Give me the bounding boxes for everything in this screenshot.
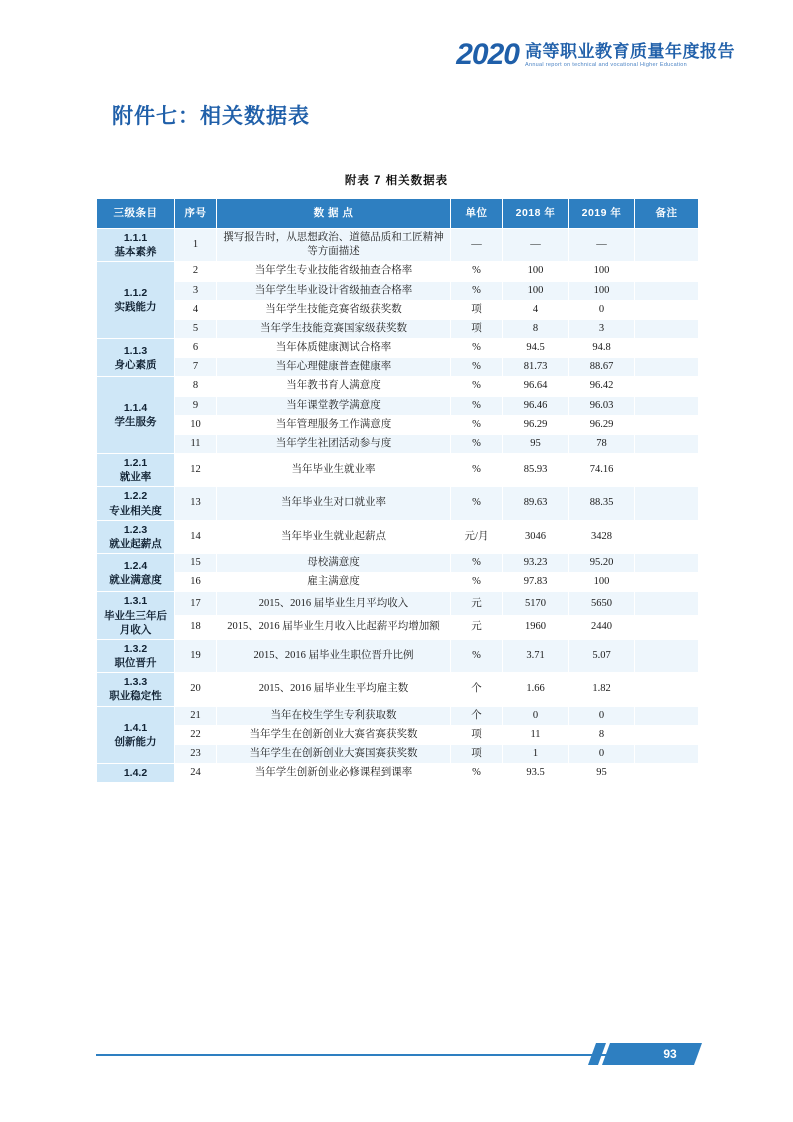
row-description: 当年学生在创新创业大赛省赛获奖数 xyxy=(217,725,451,744)
row-note xyxy=(635,415,699,434)
row-seq: 8 xyxy=(175,377,217,396)
row-value-2018: — xyxy=(503,229,569,262)
table-row xyxy=(97,744,699,763)
row-description: 当年学生技能竞赛国家级获奖数 xyxy=(217,319,451,338)
row-value-2019: 8 xyxy=(569,725,635,744)
row-note xyxy=(635,573,699,592)
col-header-2018: 2018 年 xyxy=(503,199,569,229)
row-value-2018: 85.93 xyxy=(503,454,569,487)
row-unit: % xyxy=(451,281,503,300)
row-note xyxy=(635,592,699,616)
row-unit: % xyxy=(451,396,503,415)
row-value-2018: 97.83 xyxy=(503,573,569,592)
table-row xyxy=(97,229,699,262)
row-note xyxy=(635,262,699,281)
related-data-table xyxy=(96,198,699,783)
row-unit: % xyxy=(451,487,503,520)
row-value-2018: 100 xyxy=(503,281,569,300)
row-value-2019: 0 xyxy=(569,744,635,763)
row-note xyxy=(635,520,699,553)
row-note xyxy=(635,764,699,783)
table-body xyxy=(97,229,699,783)
row-unit: — xyxy=(451,229,503,262)
row-category: 1.3.3 职业稳定性 xyxy=(97,673,175,706)
row-note xyxy=(635,673,699,706)
row-unit: % xyxy=(451,554,503,573)
row-description: 当年学生社团活动参与度 xyxy=(217,434,451,453)
row-unit: % xyxy=(451,339,503,358)
row-seq: 17 xyxy=(175,592,217,616)
row-description: 当年心理健康普查健康率 xyxy=(217,358,451,377)
table-row xyxy=(97,300,699,319)
header-title-group xyxy=(525,43,735,70)
row-description: 2015、2016 届毕业生平均雇主数 xyxy=(217,673,451,706)
table-row xyxy=(97,706,699,725)
row-unit: % xyxy=(451,454,503,487)
row-category: 1.4.2 xyxy=(97,764,175,783)
row-seq: 10 xyxy=(175,415,217,434)
row-seq: 21 xyxy=(175,706,217,725)
row-value-2018: 4 xyxy=(503,300,569,319)
row-description: 2015、2016 届毕业生职位晋升比例 xyxy=(217,639,451,672)
row-value-2018: 96.46 xyxy=(503,396,569,415)
row-value-2019: 3428 xyxy=(569,520,635,553)
row-value-2019: — xyxy=(569,229,635,262)
row-value-2018: 94.5 xyxy=(503,339,569,358)
col-header-category: 三级条目 xyxy=(97,199,175,229)
row-note xyxy=(635,300,699,319)
row-unit: % xyxy=(451,358,503,377)
row-value-2018: 5170 xyxy=(503,592,569,616)
row-note xyxy=(635,744,699,763)
row-description: 雇主满意度 xyxy=(217,573,451,592)
row-category: 1.1.2 实践能力 xyxy=(97,262,175,339)
row-description: 母校满意度 xyxy=(217,554,451,573)
table-row xyxy=(97,554,699,573)
row-unit: % xyxy=(451,639,503,672)
row-note xyxy=(635,434,699,453)
header-title-en: Annual report on technical and vocational Higher Education xyxy=(525,62,688,69)
row-description: 当年毕业生就业率 xyxy=(217,454,451,487)
row-note xyxy=(635,229,699,262)
page-title: 附件七：相关数据表 xyxy=(112,105,310,128)
row-unit: 项 xyxy=(451,300,503,319)
row-seq: 3 xyxy=(175,281,217,300)
row-description: 当年管理服务工作满意度 xyxy=(217,415,451,434)
row-seq: 22 xyxy=(175,725,217,744)
row-value-2019: 1.82 xyxy=(569,673,635,706)
row-category: 1.2.4 就业满意度 xyxy=(97,554,175,592)
row-note xyxy=(635,454,699,487)
row-value-2018: 1.66 xyxy=(503,673,569,706)
row-description: 当年在校生学生专利获取数 xyxy=(217,706,451,725)
row-description: 当年学生创新创业必修课程到课率 xyxy=(217,764,451,783)
row-seq: 5 xyxy=(175,319,217,338)
row-seq: 14 xyxy=(175,520,217,553)
table-row xyxy=(97,725,699,744)
row-note xyxy=(635,616,699,640)
row-value-2018: 96.29 xyxy=(503,415,569,434)
row-value-2018: 89.63 xyxy=(503,487,569,520)
row-note xyxy=(635,319,699,338)
row-value-2019: 96.03 xyxy=(569,396,635,415)
row-unit: % xyxy=(451,434,503,453)
col-header-note: 备注 xyxy=(635,199,699,229)
row-value-2019: 5.07 xyxy=(569,639,635,672)
table-row xyxy=(97,281,699,300)
row-seq: 12 xyxy=(175,454,217,487)
row-description: 当年学生专业技能省级抽查合格率 xyxy=(217,262,451,281)
row-value-2019: 78 xyxy=(569,434,635,453)
row-value-2019: 95.20 xyxy=(569,554,635,573)
row-unit: 个 xyxy=(451,673,503,706)
row-category: 1.2.1 就业率 xyxy=(97,454,175,487)
row-category: 1.3.2 职位晋升 xyxy=(97,639,175,672)
row-seq: 7 xyxy=(175,358,217,377)
row-category: 1.2.3 就业起薪点 xyxy=(97,520,175,553)
row-seq: 1 xyxy=(175,229,217,262)
row-value-2019: 88.67 xyxy=(569,358,635,377)
table-row xyxy=(97,764,699,783)
row-value-2019: 100 xyxy=(569,281,635,300)
table-header-row xyxy=(97,199,699,229)
row-unit: 元/月 xyxy=(451,520,503,553)
row-seq: 9 xyxy=(175,396,217,415)
table-caption: 附表 7 相关数据表 xyxy=(344,175,449,187)
col-header-seq: 序号 xyxy=(175,199,217,229)
row-value-2018: 8 xyxy=(503,319,569,338)
row-unit: % xyxy=(451,764,503,783)
row-description: 当年课堂教学满意度 xyxy=(217,396,451,415)
row-unit: % xyxy=(451,377,503,396)
row-unit: 项 xyxy=(451,725,503,744)
row-description: 当年学生在创新创业大赛国赛获奖数 xyxy=(217,744,451,763)
row-unit: % xyxy=(451,262,503,281)
table-row xyxy=(97,454,699,487)
row-note xyxy=(635,358,699,377)
row-seq: 24 xyxy=(175,764,217,783)
row-seq: 2 xyxy=(175,262,217,281)
row-category: 1.4.1 创新能力 xyxy=(97,706,175,764)
row-value-2019: 3 xyxy=(569,319,635,338)
row-description: 2015、2016 届毕业生月平均收入 xyxy=(217,592,451,616)
row-category: 1.1.3 身心素质 xyxy=(97,339,175,377)
row-description: 当年学生技能竞赛省级获奖数 xyxy=(217,300,451,319)
row-seq: 11 xyxy=(175,434,217,453)
row-description: 当年毕业生对口就业率 xyxy=(217,487,451,520)
table-row xyxy=(97,487,699,520)
row-unit: 项 xyxy=(451,744,503,763)
row-seq: 4 xyxy=(175,300,217,319)
table-row xyxy=(97,520,699,553)
row-value-2019: 100 xyxy=(569,573,635,592)
col-header-datapoint: 数 据 点 xyxy=(217,199,451,229)
row-description: 当年学生毕业设计省级抽查合格率 xyxy=(217,281,451,300)
row-value-2018: 11 xyxy=(503,725,569,744)
header-year: 2020 xyxy=(456,38,519,71)
row-seq: 23 xyxy=(175,744,217,763)
row-value-2018: 1960 xyxy=(503,616,569,640)
data-table-wrapper xyxy=(96,198,698,783)
row-description: 当年体质健康测试合格率 xyxy=(217,339,451,358)
table-row xyxy=(97,358,699,377)
row-note xyxy=(635,706,699,725)
table-row xyxy=(97,377,699,396)
row-seq: 18 xyxy=(175,616,217,640)
footer-rule xyxy=(96,1054,608,1056)
row-unit: 项 xyxy=(451,319,503,338)
row-description: 撰写报告时，从思想政治、道德品质和工匠精神等方面描述 xyxy=(217,229,451,262)
row-value-2019: 2440 xyxy=(569,616,635,640)
row-seq: 16 xyxy=(175,573,217,592)
row-unit: % xyxy=(451,573,503,592)
row-description: 2015、2016 届毕业生月收入比起薪平均增加额 xyxy=(217,616,451,640)
table-row xyxy=(97,339,699,358)
row-category: 1.1.4 学生服务 xyxy=(97,377,175,454)
row-value-2019: 96.29 xyxy=(569,415,635,434)
row-value-2019: 94.8 xyxy=(569,339,635,358)
row-value-2019: 74.16 xyxy=(569,454,635,487)
row-seq: 20 xyxy=(175,673,217,706)
row-value-2018: 93.5 xyxy=(503,764,569,783)
header-title-cn: 高等职业教育质量年度报告 xyxy=(525,41,735,61)
row-category: 1.1.1 基本素养 xyxy=(97,229,175,262)
row-note xyxy=(635,396,699,415)
page-footer xyxy=(96,1043,698,1067)
table-row xyxy=(97,673,699,706)
row-seq: 19 xyxy=(175,639,217,672)
row-value-2018: 3046 xyxy=(503,520,569,553)
row-value-2018: 95 xyxy=(503,434,569,453)
page-number: 93 xyxy=(663,1047,677,1061)
row-seq: 13 xyxy=(175,487,217,520)
row-note xyxy=(635,377,699,396)
table-row xyxy=(97,319,699,338)
row-value-2019: 88.35 xyxy=(569,487,635,520)
row-value-2018: 3.71 xyxy=(503,639,569,672)
row-description: 当年毕业生就业起薪点 xyxy=(217,520,451,553)
table-row xyxy=(97,616,699,640)
row-value-2018: 100 xyxy=(503,262,569,281)
row-category: 1.3.1 毕业生三年后月收入 xyxy=(97,592,175,640)
row-value-2019: 0 xyxy=(569,706,635,725)
table-head xyxy=(97,199,699,229)
table-row xyxy=(97,415,699,434)
row-unit: % xyxy=(451,415,503,434)
row-value-2019: 5650 xyxy=(569,592,635,616)
row-seq: 15 xyxy=(175,554,217,573)
row-value-2018: 96.64 xyxy=(503,377,569,396)
col-header-unit: 单位 xyxy=(451,199,503,229)
row-value-2018: 1 xyxy=(503,744,569,763)
row-value-2019: 100 xyxy=(569,262,635,281)
row-note xyxy=(635,639,699,672)
row-note xyxy=(635,281,699,300)
row-description: 当年教书育人满意度 xyxy=(217,377,451,396)
table-row xyxy=(97,434,699,453)
col-header-2019: 2019 年 xyxy=(569,199,635,229)
row-note xyxy=(635,487,699,520)
row-value-2019: 0 xyxy=(569,300,635,319)
table-row xyxy=(97,396,699,415)
row-value-2018: 81.73 xyxy=(503,358,569,377)
row-unit: 元 xyxy=(451,616,503,640)
table-row xyxy=(97,592,699,616)
table-row xyxy=(97,573,699,592)
row-note xyxy=(635,554,699,573)
row-value-2018: 0 xyxy=(503,706,569,725)
report-header xyxy=(456,40,735,70)
table-row xyxy=(97,639,699,672)
row-seq: 6 xyxy=(175,339,217,358)
row-unit: 元 xyxy=(451,592,503,616)
row-value-2019: 96.42 xyxy=(569,377,635,396)
row-note xyxy=(635,339,699,358)
table-row xyxy=(97,262,699,281)
row-category: 1.2.2 专业相关度 xyxy=(97,487,175,520)
row-value-2019: 95 xyxy=(569,764,635,783)
row-value-2018: 93.23 xyxy=(503,554,569,573)
row-note xyxy=(635,725,699,744)
row-unit: 个 xyxy=(451,706,503,725)
